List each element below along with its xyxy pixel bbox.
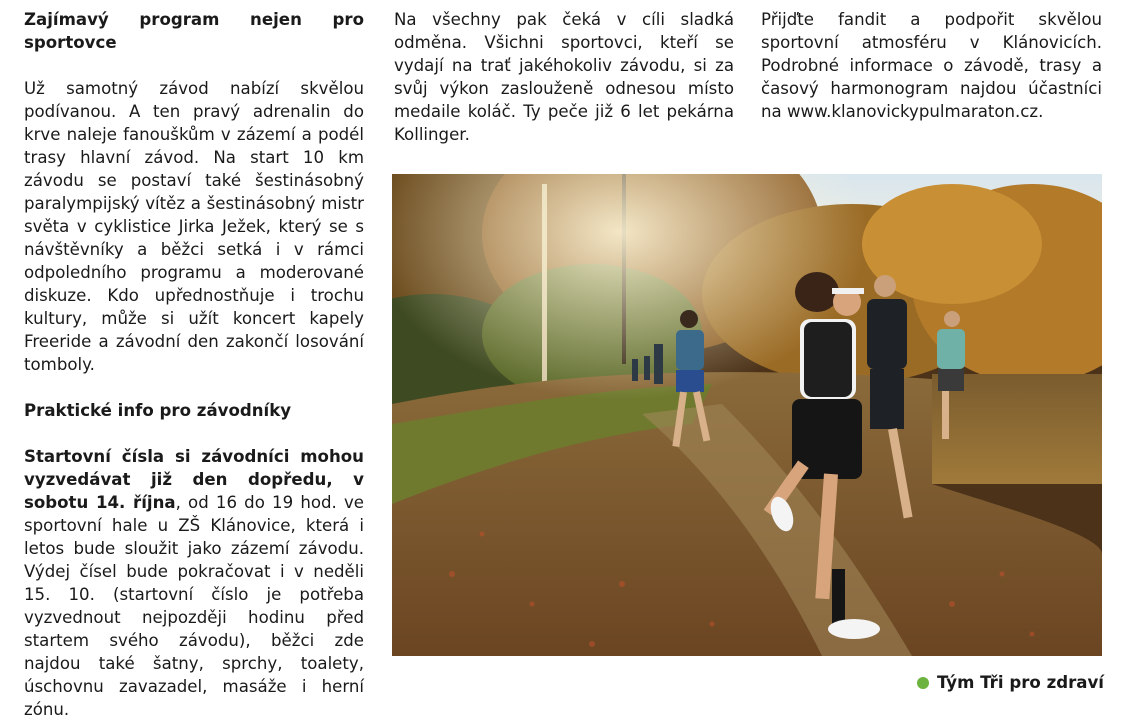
- column-right: [761, 8, 1102, 123]
- heading-practical-info: Praktické info pro závodníky: [24, 401, 292, 420]
- paragraph-practical-info-bold: Startovní čísla si závodníci mohou vyzvedávat již den dopředu, v sobotu 14. října: [24, 447, 364, 512]
- credit-bullet-icon: [917, 677, 929, 689]
- paragraph-invitation: Přijďte fandit a podpořit skvělou sportovní atmosféru v Klánovicích. Podrobné informace o závodě, trasy a časový harmonogram najdou účastníci na www.klanovickypulmaraton.cz.: [761, 10, 1102, 121]
- race-photo: [392, 174, 1102, 656]
- paragraph-program: Už samotný závod nabízí skvělou podívanou. A ten pravý adrenalin do krve naleje fanouškům v zázemí a podél trasy hlavní závod. Na start 10 km závodu se postaví také šestinásobný paralympijský vítěz a šestinásobný mistr světa v cyklistice Jirka Ježek, který se s návštěvníky a běžci setká i v rámci odpoledního programu a moderované diskuze. Kdo upřednostňuje i trochu kultury, může si užít koncert kapely Freeride a závodní den zakončí losování tomboly.: [24, 79, 364, 374]
- paragraph-practical-info: [24, 445, 364, 721]
- paragraph-reward: Na všechny pak čeká v cíli sladká odměna. Všichni sportovci, kteří se vydají na trať jakéhokoliv závodu, si za svůj výkon zaslouženě odnesou místo medaile koláč. Ty peče již 6 let pekárna Kollinger.: [394, 10, 734, 144]
- paragraph-practical-info-rest: , od 16 do 19 hod. ve sportovní hale u ZŠ Klánovice, která i letos bude sloužit jako zázemí závodu. Výdej čísel bude pokračovat i v neděli 15. 10. (startovní číslo je potřeba vyzvednout nejpozději hodinu před startem svého závodu), běžci zde najdou také šatny, sprchy, toalety, úschovnu zavazadel, masáže i herní zónu.: [24, 493, 364, 719]
- photo-credit: [917, 673, 1104, 692]
- credit-text: Tým Tři pro zdraví: [936, 673, 1104, 692]
- heading-program: Zajímavý program nejen pro sportovce: [24, 10, 364, 52]
- column-left: [24, 8, 364, 721]
- column-middle: [394, 8, 734, 146]
